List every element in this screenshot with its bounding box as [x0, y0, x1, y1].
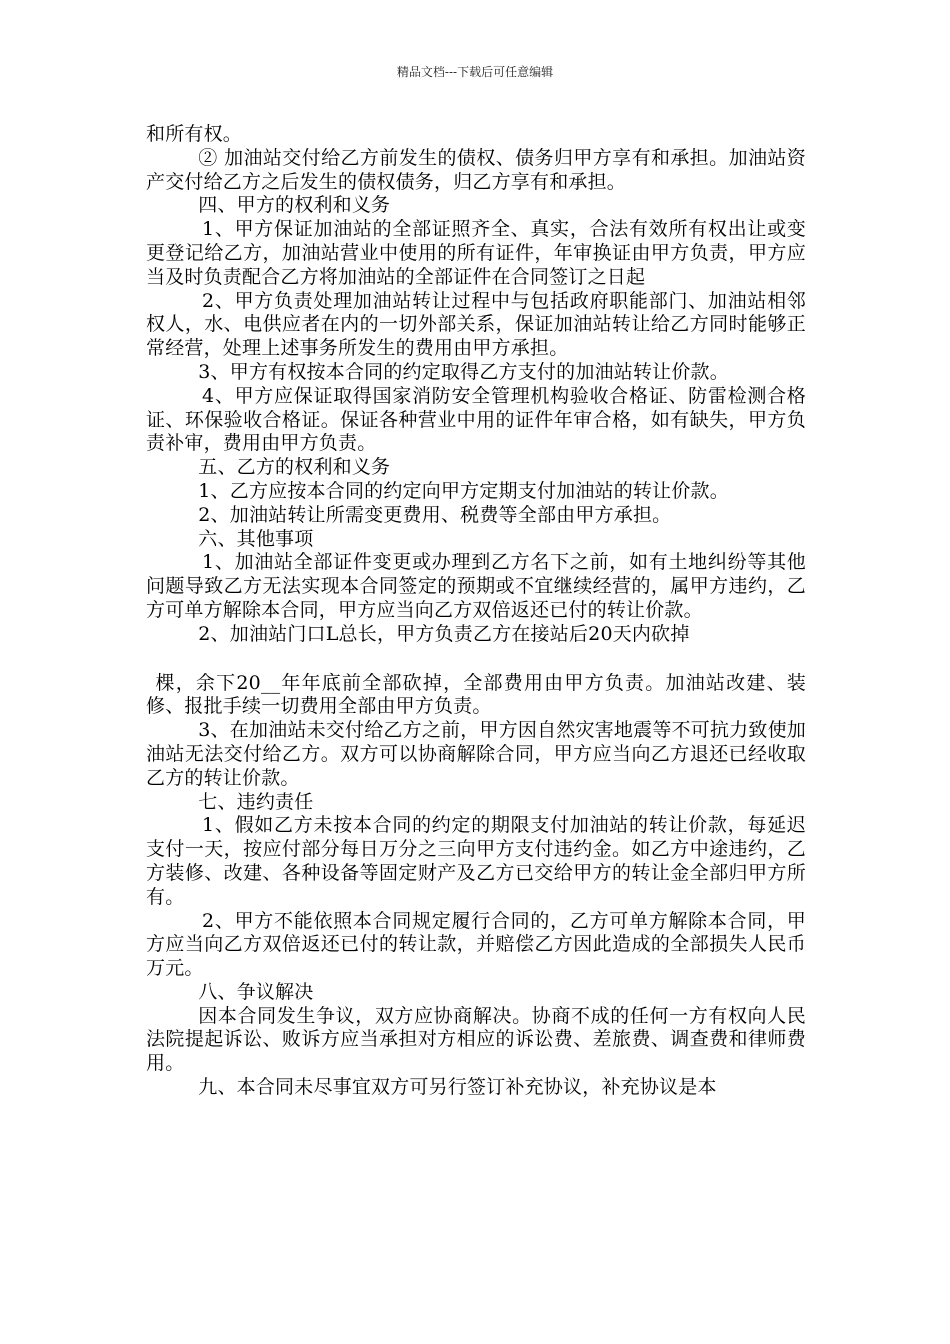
- document-body: [146, 123, 806, 1100]
- paragraph-other-item-3: 3、在加油站未交付给乙方之前，甲方因自然灾害地震等不可抗力致使加油站无法交付给乙方。双方可以协商解除合同，甲方应当向乙方退还已经收取乙方的转让价款。: [146, 719, 806, 789]
- page-header: 精品文档---下载后可任意编辑: [396, 65, 554, 79]
- paragraph-gap: [146, 647, 806, 672]
- paragraph-party-a-item-2: 2、甲方负责处理加油站转让过程中与包括政府职能部门、加油站相邻权人，水、电供应者在内的一切外部关系，保证加油站转让给乙方同时能够正常经营，处理上述事务所发生的费用由甲方承担。: [146, 289, 806, 360]
- paragraph-breach-item-2: 2、甲方不能依照本合同规定履行合同的，乙方可单方解除本合同，甲方应当向乙方双倍返还已付的转让款，并赔偿乙方因此造成的全部损失人民币万元。: [146, 909, 806, 980]
- paragraph-ownership-tail: 和所有权。: [146, 123, 243, 145]
- paragraph-other-item-1: 1、加油站全部证件变更或办理到乙方名下之前，如有土地纠纷等其他问题导致乙方无法实现本合同签定的预期或不宜继续经营的，属甲方违约，乙方可单方解除本合同，甲方应当向乙方双倍返还已付的转让价款。: [146, 551, 806, 621]
- paragraph-party-a-item-1: 1、甲方保证加油站的全部证照齐全、真实，合法有效所有权出让或变更登记给乙方，加油站营业中使用的所有证件，年审换证由甲方负责，甲方应当及时负责配合乙方将加油站的全部证件在合同签订之日起: [146, 218, 806, 288]
- paragraph-party-b-item-2: 2、加油站转让所需变更费用、税费等全部由甲方承担。: [198, 503, 672, 526]
- paragraph-party-a-item-4: 4、甲方应保证取得国家消防安全管理机构验收合格证、防雷检测合格证、环保验收合格证。保证各种营业中用的证件年审合格，如有缺失，甲方负责补审，费用由甲方负责。: [146, 384, 806, 455]
- paragraph-dispute-resolution: 因本合同发生争议，双方应协商解决。协商不成的任何一方有权向人民法院提起诉讼、败诉方应当承担对方相应的诉讼费、差旅费、调查费和律师费用。: [146, 1004, 806, 1075]
- paragraph-breach-item-1: 1、假如乙方未按本合同的约定的期限支付加油站的转让价款，每延迟支付一天，按应付部分每日万分之三向甲方支付违约金。如乙方中途违约，乙方装修、改建、各种设备等固定财产及乙方已交给甲方的转让金全部归甲方所有。: [146, 814, 806, 908]
- paragraph-party-a-item-3: 3、甲方有权按本合同的约定取得乙方支付的加油站转让价款。: [198, 360, 729, 383]
- paragraph-party-b-item-1: 1、乙方应按本合同的约定向甲方定期支付加油站的转让价款。: [198, 479, 729, 502]
- section-heading-breach-liability: 七、违约责任: [198, 790, 314, 813]
- paragraph-other-item-2-continued: 棵，余下20__年年底前全部砍掉，全部费用由甲方负责。加油站改建、装修、报批手续一切费用全部由甲方负责。: [146, 671, 806, 718]
- section-heading-party-a-rights: 四、甲方的权利和义务: [198, 194, 391, 217]
- paragraph-supplementary-agreement: 九、本合同未尽事宜双方可另行签订补充协议，补充协议是本: [198, 1076, 717, 1099]
- section-heading-party-b-rights: 五、乙方的权利和义务: [198, 456, 391, 479]
- section-heading-dispute-resolution: 八、争议解决: [198, 980, 314, 1003]
- paragraph-debt-clause: ② 加油站交付给乙方前发生的债权、债务归甲方享有和承担。加油站资产交付给乙方之后发生的债权债务，归乙方享有和承担。: [146, 146, 806, 193]
- paragraph-other-item-2: 2、加油站门口L总长，甲方负责乙方在接站后20天内砍掉: [198, 622, 690, 645]
- section-heading-other-matters: 六、其他事项: [198, 527, 314, 550]
